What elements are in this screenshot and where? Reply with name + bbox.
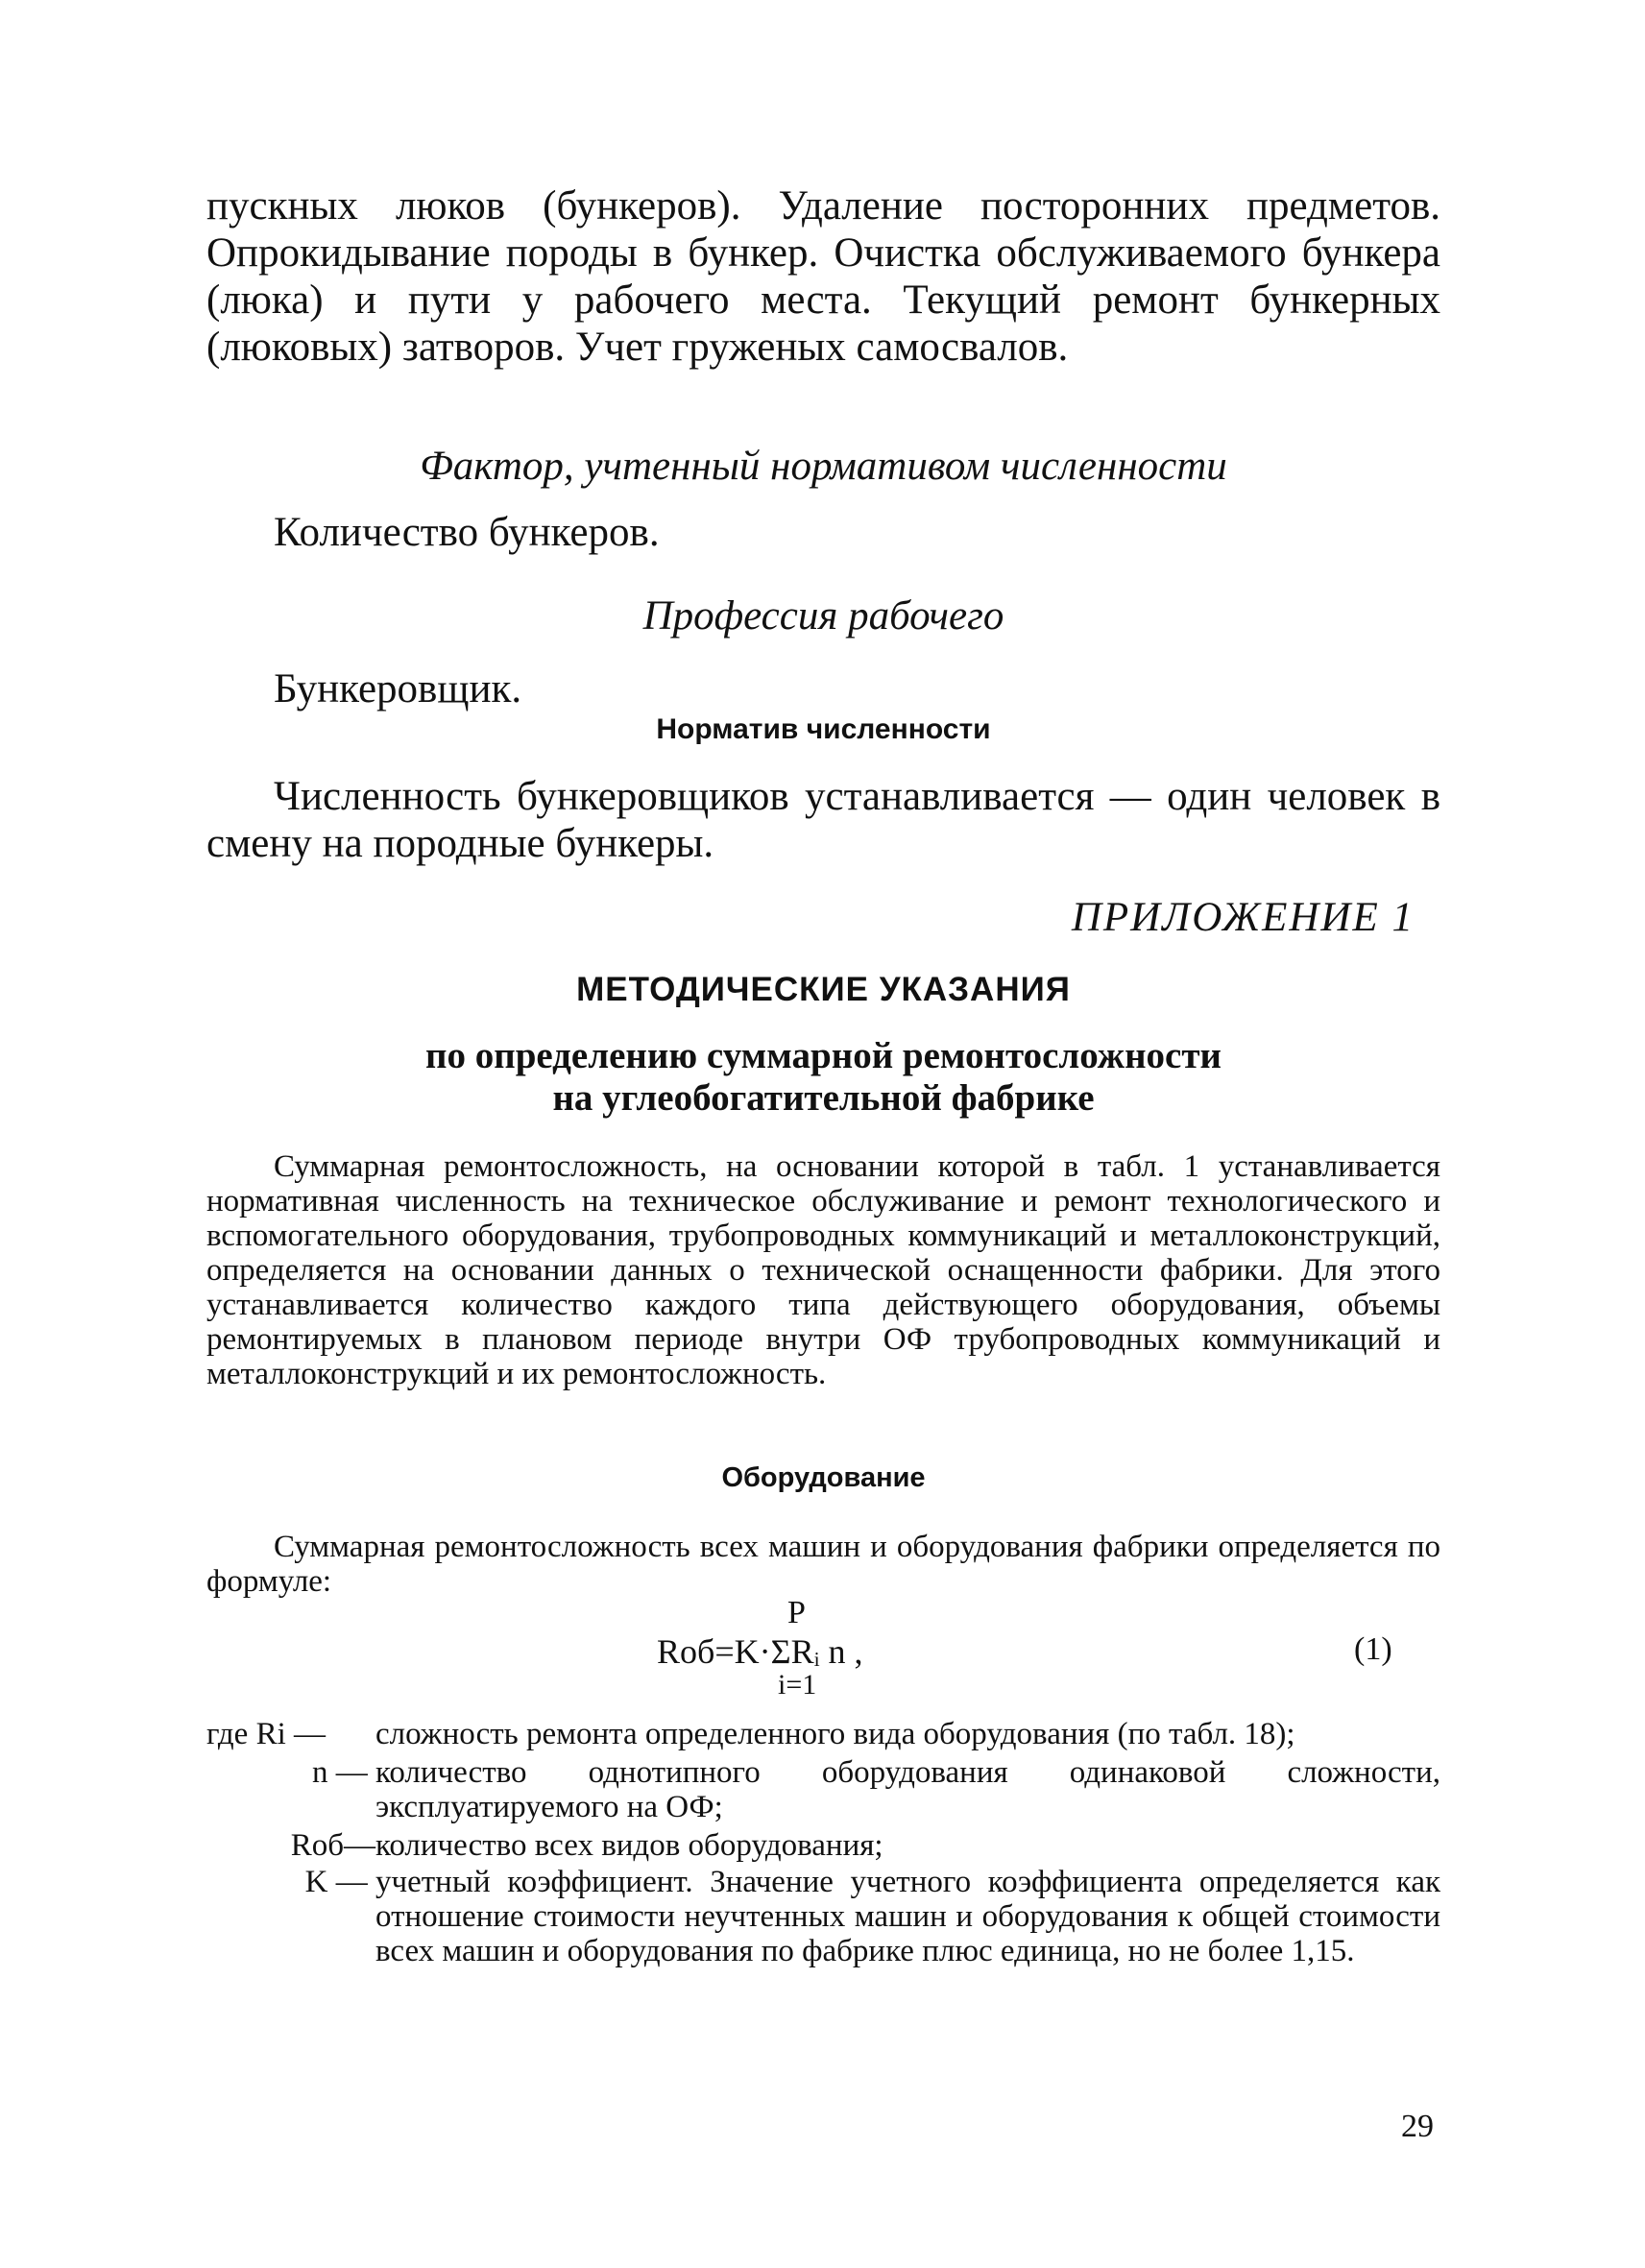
equipment-paragraph: Суммарная ремонтосложность всех машин и оборудования фабрики определяется по формуле: [206,1530,1440,1599]
factor-text: Количество бункеров. [274,510,660,555]
definition-n [206,1755,1440,1824]
profession-heading: Профессия рабочего [642,593,1004,639]
equipment-heading: Оборудование [721,1462,926,1493]
definition-term: где Ri — [206,1717,334,1751]
factor-heading: Фактор, учтенный нормативом численности [420,444,1227,489]
definition-desc: количество однотипного оборудования одинаковой сложности, эксплуатируемого на ОФ; [375,1755,1440,1824]
definition-ri [206,1717,1440,1751]
subtitle-line-1: по определению суммарной ремонтосложности [425,1035,1222,1076]
profession-text: Бункеровщик. [274,666,522,712]
definition-desc: количество всех видов оборудования; [375,1828,883,1863]
main-title: МЕТОДИЧЕСКИЕ УКАЗАНИЯ [576,971,1071,1008]
page-number: 29 [1401,2109,1434,2144]
definitions-list [206,1717,1440,1968]
definition-term: n — [312,1755,375,1790]
definition-desc: учетный коэффициент. Значение учетного коэффициента определяется как отношение стоимости неучтенных машин и оборудования к общей стоимости всех машин и оборудования по фабрике плюс единица, но не более 1,15. [375,1865,1440,1968]
definition-k [206,1865,1440,1968]
definition-desc: сложность ремонта определенного вида оборудования (по табл. 18); [375,1717,1295,1751]
definition-term: K — [304,1865,375,1899]
formula-upper-limit: P [787,1595,806,1630]
formula-number: (1) [1354,1631,1392,1667]
formula-main: Rоб=K·ΣRᵢ n , [657,1632,863,1671]
definition-term: Rоб— [290,1828,375,1863]
continuation-paragraph: пускных люков (бункеров). Удаление посторонних предметов. Опрокидывание породы в бункер. Очистка обслуживаемого бункера (люка) и пути у рабочего места. Текущий ремонт бункерных (люковых) затворов. Учет груженых самосвалов. [206,183,1440,370]
formula-lower-limit: i=1 [778,1669,817,1701]
norm-text: Численность бункеровщиков устанавливается — один человек в смену на породные бункеры. [206,774,1440,866]
intro-paragraph: Суммарная ремонтосложность, на основании которой в табл. 1 устанавливается нормативная численность на техническое обслуживание и ремонт технологического и вспомогательного оборудования, трубопроводных коммуникаций и металлоконструкций, определяется на основании данных о технической оснащенности фабрики. Для этого устанавливается количество каждого типа действующего оборудования, объемы ремонтируемых в плановом периоде внутри ОФ трубопроводных коммуникаций и металлоконструкций и их ремонтосложность. [206,1149,1440,1391]
norm-heading: Норматив численности [656,713,991,745]
subtitle [206,1035,1440,1120]
definition-rob [206,1828,1440,1863]
subtitle-line-2: на углеобогатительной фабрике [552,1077,1095,1119]
appendix-label: ПРИЛОЖЕНИЕ 1 [1071,895,1415,940]
